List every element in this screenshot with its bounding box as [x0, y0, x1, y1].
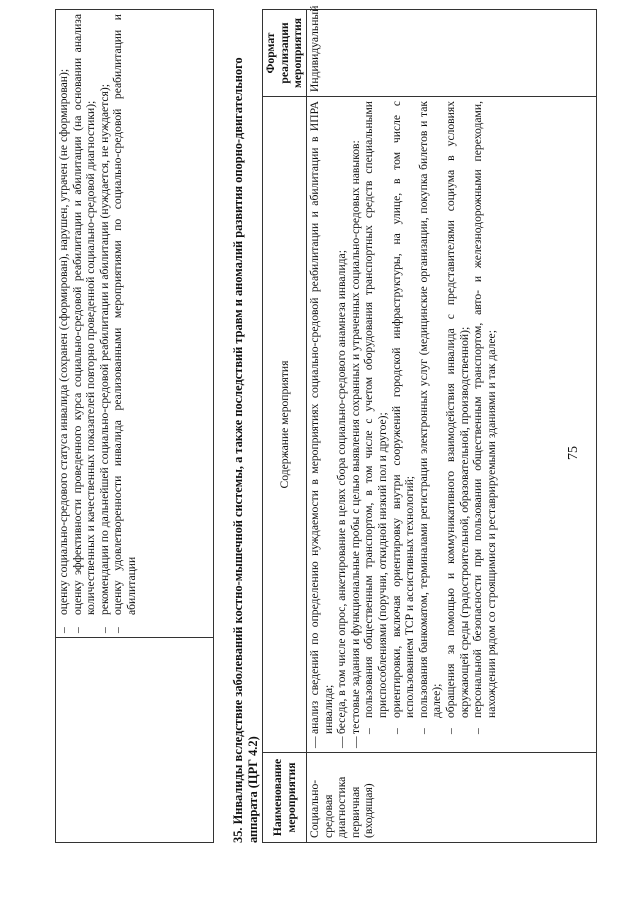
- page-number: 75: [566, 446, 581, 460]
- list-subitem: – персональной безопасности при пользовании общественным транспортом, авто- и железнодорожными переходами, нахождении рядом со строящимися и реставрируемыми зданиями и так далее;: [471, 101, 498, 748]
- cell-activity-content: [307, 97, 597, 753]
- list-subitem: – обращения за помощью и коммуникативного взаимодействия инвалида с представителями социума в условиях окружающей среды (градостроительной, образовательной, производственной);: [444, 101, 471, 748]
- table-activities: [262, 5, 597, 843]
- list-subitem: – ориентировки, включая ориентировку внутри сооружений городской инфраструктуры, на улице, в том числе с использованием ТСР и ассистивных технологий;: [390, 101, 417, 748]
- list-subitem: – пользования общественным транспортом, в том числе с учетом оборудования транспортных средств специальными приспособлениями (поручни, откидной низкий пол и другое);: [362, 101, 389, 748]
- header-activity-content: Содержание мероприятия: [263, 97, 307, 753]
- table-row: [307, 10, 597, 843]
- list-item: — тестовые задания и функциональные пробы с целью выявления сохранных и утраченных социально-средовых навыков:: [349, 101, 363, 748]
- list-item: – оценку удовлетворенности инвалида реализованными мероприятиями по социально-средовой реабилитации и абилитации: [111, 14, 138, 633]
- list-item: – рекомендации по дальнейшей социально-средовой реабилитации и абилитации (нуждается, не нуждается);: [98, 14, 112, 633]
- cell-activity-format: Индивидуальный: [307, 10, 597, 97]
- table-header-row: [263, 10, 307, 843]
- table-cell-empty: [56, 638, 214, 843]
- list-item: — беседа, в том числе опрос, анкетирование в целях сбора социально-средового анамнеза инвалида;: [335, 101, 349, 748]
- list-item: – оценку социально-средового статуса инвалида (сохранен (сформирован), нарушен, утрачен (не сформирован);: [57, 14, 71, 633]
- section-heading: 35. Инвалиды вследствие заболеваний костно-мышечной системы, а также последствий травм и аномалий развития опорно-двигательного аппарата (ЦРГ 4.2): [231, 57, 260, 843]
- activity-list: [308, 101, 498, 748]
- header-activity-format: Формат реализации мероприятия: [263, 10, 307, 97]
- list-item: – оценку эффективности проведенного курса социально-средовой реабилитации и абилитации (на основании анализа количественных и качественных показателей повторно проведенной социально-средовой диагностики);: [71, 14, 98, 633]
- list-item: — анализ сведений по определению нуждаемости в мероприятиях социально-средовой реабилитации и абилитации в ИПРА инвалида;: [308, 101, 335, 748]
- assessment-list: [57, 14, 139, 633]
- table-cell-content: [56, 10, 214, 638]
- table-row: [56, 10, 214, 843]
- table-continued: [55, 9, 214, 843]
- cell-activity-name: Социально-средовая диагностика первичная (входящая): [307, 753, 597, 843]
- list-subitem: – пользования банкоматом, терминалами регистрации электронных услуг (медицинские организации, покупка билетов и так далее);: [417, 101, 444, 748]
- header-activity-name: Наименование мероприятия: [263, 753, 307, 843]
